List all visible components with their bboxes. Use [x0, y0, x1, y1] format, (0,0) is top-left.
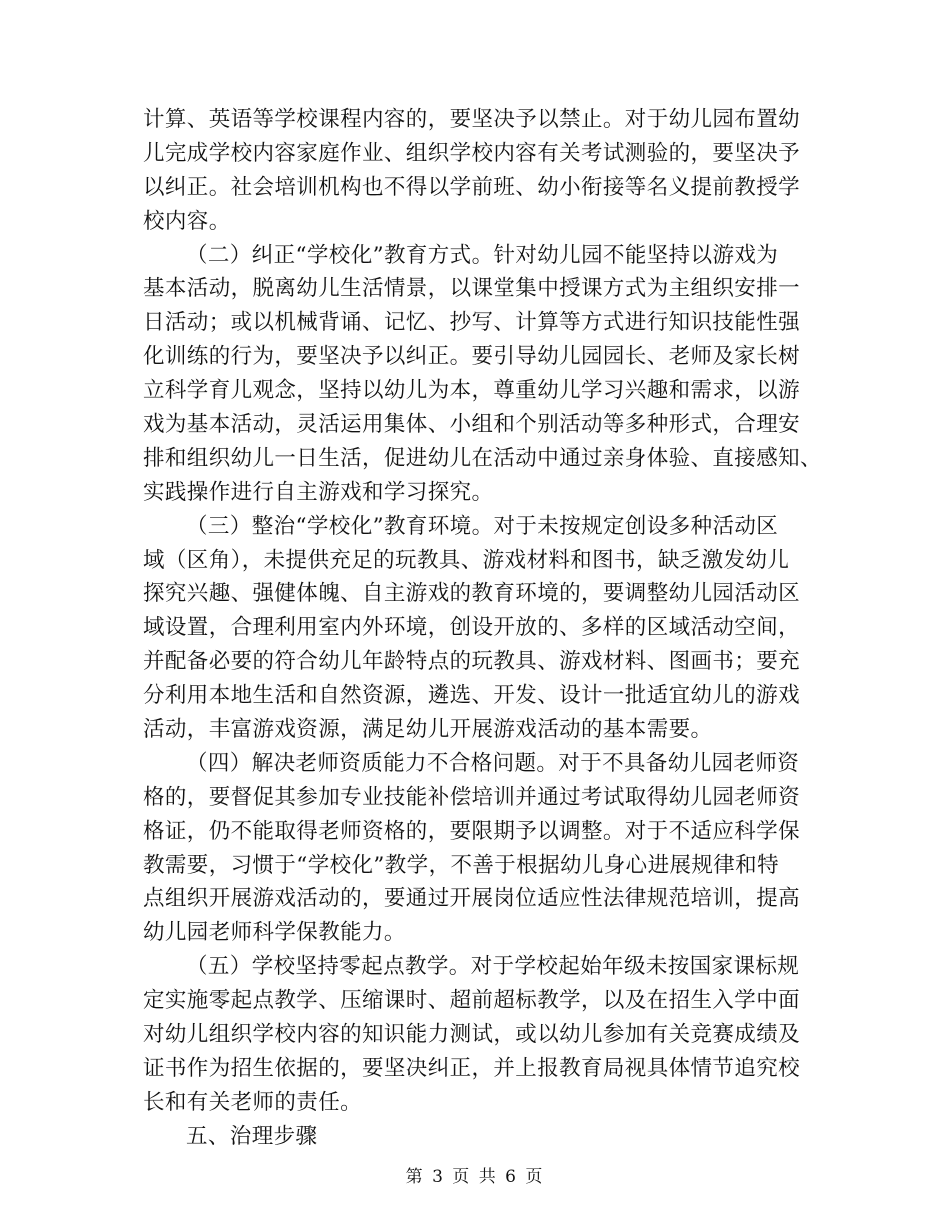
text-line: 教需要，习惯于“学校化”教学，不善于根据幼儿身心进展规律和特 [143, 852, 779, 878]
text-line: 五、治理步骤 [186, 1123, 318, 1149]
text-line: 定实施零起点教学、压缩课时、超前超标教学，以及在招生入学中面 [143, 988, 801, 1014]
text-line: 基本活动，脱离幼儿生活情景，以课堂集中授课方式为主组织安排一 [143, 276, 801, 302]
document-body [143, 103, 823, 1154]
text-line: 排和组织幼儿一日生活，促进幼儿在活动中通过亲身体验、直接感知、 [143, 445, 822, 471]
text-line: （三）整治“学校化”教育环境。对于未按规定创设多种活动区 [186, 513, 779, 539]
text-line: 儿完成学校内容家庭作业、组织学校内容有关考试测验的，要坚决予 [143, 140, 801, 166]
text-line: 实践操作进行自主游戏和学习探究。 [143, 479, 494, 505]
text-line: 幼儿园老师科学保教能力。 [143, 920, 406, 946]
text-line: （四）解决老师资质能力不合格问题。对于不具备幼儿园老师资 [186, 750, 800, 776]
text-line: 点组织开展游戏活动的，要通过开展岗位适应性法律规范培训，提高 [143, 886, 801, 912]
text-line: 计算、英语等学校课程内容的，要坚决予以禁止。对于幼儿园布置幼 [143, 107, 801, 132]
text-line: 戏为基本活动，灵活运用集体、小组和个别活动等多种形式，合理安 [143, 412, 801, 438]
text-line: 域设置，合理利用室内外环境，创设开放的、多样的区域活动空间， [143, 615, 801, 641]
text-line: 校内容。 [143, 208, 231, 234]
text-line: 立科学育儿观念，坚持以幼儿为本，尊重幼儿学习兴趣和需求，以游 [143, 378, 801, 404]
text-line: 分利用本地生活和自然资源，遴选、开发、设计一批适宜幼儿的游戏 [143, 683, 801, 709]
page-number-footer: 第 3 页 共 6 页 [405, 1167, 545, 1187]
text-line: 域（区角），未提供充足的玩教具、游戏材料和图书，缺乏激发幼儿 [143, 547, 790, 573]
text-line: 对幼儿组织学校内容的知识能力测试，或以幼儿参加有关竞赛成绩及 [143, 1022, 801, 1048]
text-line: （五）学校坚持零起点教学。对于学校起始年级未按国家课标规 [186, 954, 800, 980]
text-line: 长和有关老师的责任。 [143, 1089, 363, 1115]
text-line: 探究兴趣、强健体魄、自主游戏的教育环境的，要调整幼儿园活动区 [143, 581, 801, 607]
text-line: 并配备必要的符合幼儿年龄特点的玩教具、游戏材料、图画书；要充 [143, 649, 801, 675]
text-line: 以纠正。社会培训机构也不得以学前班、幼小衔接等名义提前教授学 [143, 174, 801, 200]
text-line: （二）纠正“学校化”教育方式。针对幼儿园不能坚持以游戏为 [186, 242, 779, 268]
text-line: 格证，仍不能取得老师资格的，要限期予以调整。对于不适应科学保 [143, 818, 801, 844]
text-line: 证书作为招生依据的，要坚决纠正，并上报教育局视具体情节追究校 [143, 1055, 801, 1081]
text-line: 活动，丰富游戏资源，满足幼儿开展游戏活动的基本需要。 [143, 717, 713, 743]
text-line: 化训练的行为，要坚决予以纠正。要引导幼儿园园长、老师及家长树 [143, 344, 801, 370]
text-line: 格的，要督促其参加专业技能补偿培训并通过考试取得幼儿园老师资 [143, 784, 801, 810]
text-line: 日活动；或以机械背诵、记忆、抄写、计算等方式进行知识技能性强 [143, 310, 801, 336]
